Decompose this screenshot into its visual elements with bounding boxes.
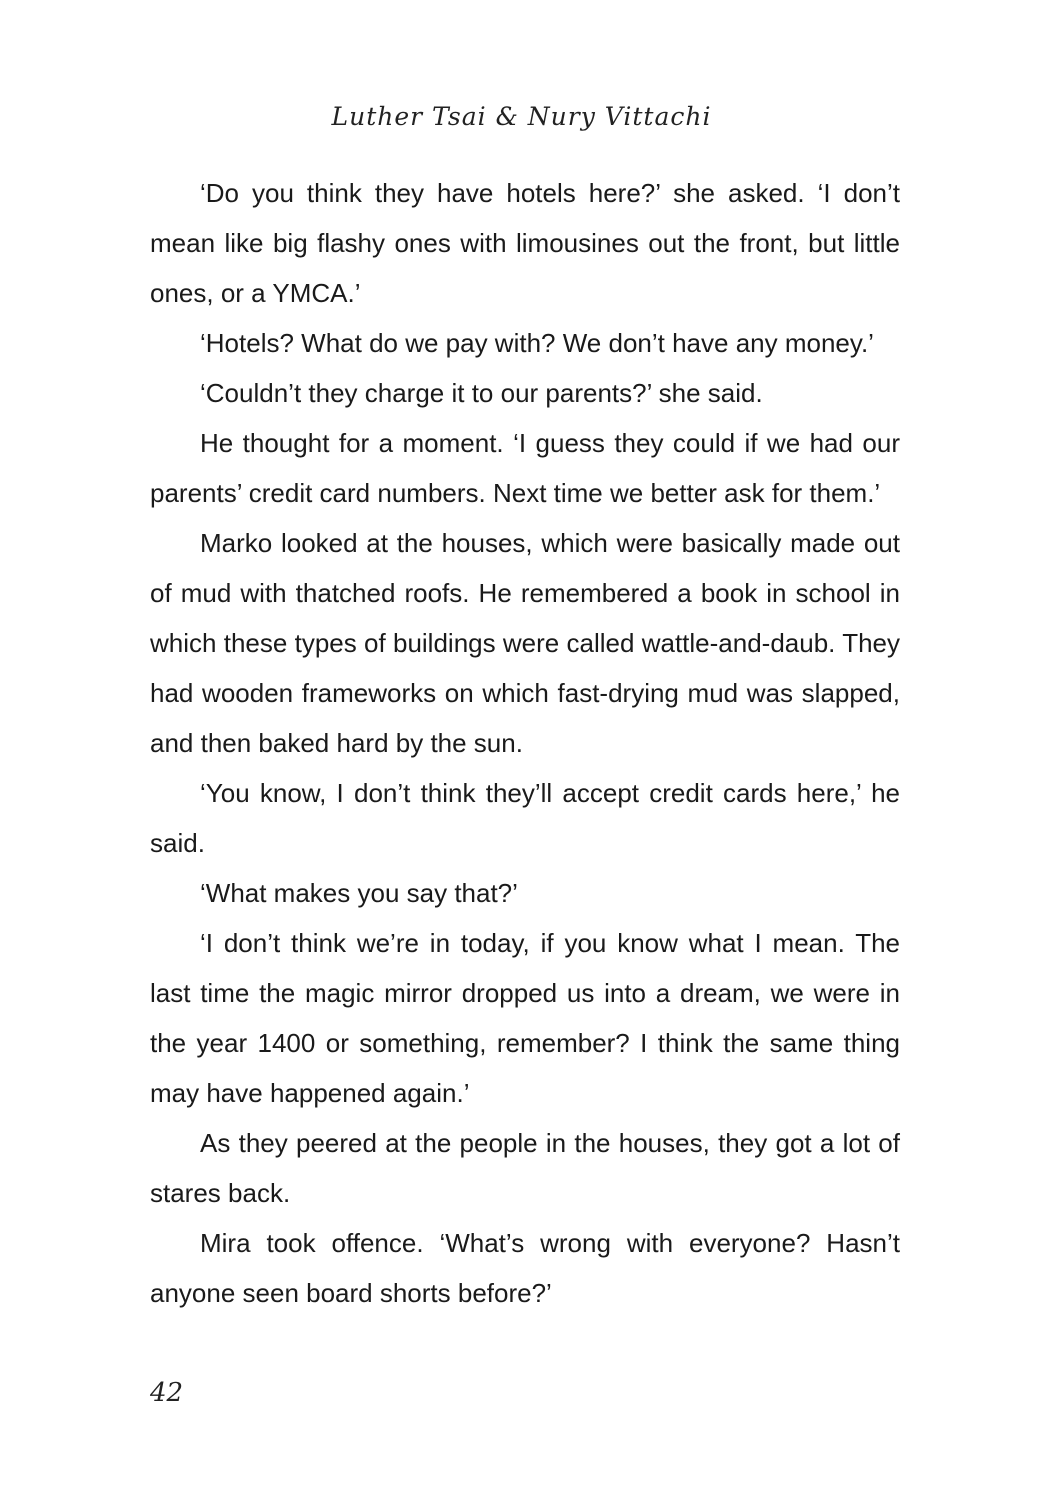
paragraph: ‘You know, I don’t think they’ll accept credit cards here,’ he said. xyxy=(150,778,900,858)
paragraph: As they peered at the people in the houses, they got a lot of stares back. xyxy=(150,1128,900,1208)
body-text xyxy=(150,168,900,1318)
paragraph: Mira took offence. ‘What’s wrong with everyone? Hasn’t anyone seen board shorts before?’ xyxy=(150,1228,900,1308)
page-number: 42 xyxy=(150,1378,184,1408)
paragraph: ‘Couldn’t they charge it to our parents?’ she said. xyxy=(200,378,763,408)
paragraph: ‘I don’t think we’re in today, if you know what I mean. The last time the magic mirror dropped us into a dream, we were in the year 1400 or something, remember? I think the same thing may have happened again.’ xyxy=(150,928,900,1108)
running-head: Luther Tsai & Nury Vittachi xyxy=(331,102,712,131)
paragraph: ‘What makes you say that?’ xyxy=(200,878,518,908)
paragraph: Marko looked at the houses, which were basically made out of mud with thatched roofs. He remembered a book in school in which these types of buildings were called wattle-and-daub. They had wooden frameworks on which fast-drying mud was slapped, and then baked hard by the sun. xyxy=(150,528,900,758)
paragraph: ‘Do you think they have hotels here?’ she asked. ‘I don’t mean like big flashy ones with limousines out the front, but little ones, or a YMCA.’ xyxy=(150,178,900,308)
paragraph: He thought for a moment. ‘I guess they could if we had our parents’ credit card numbers. Next time we better ask for them.’ xyxy=(150,428,900,508)
paragraph: ‘Hotels? What do we pay with? We don’t have any money.’ xyxy=(200,328,874,358)
